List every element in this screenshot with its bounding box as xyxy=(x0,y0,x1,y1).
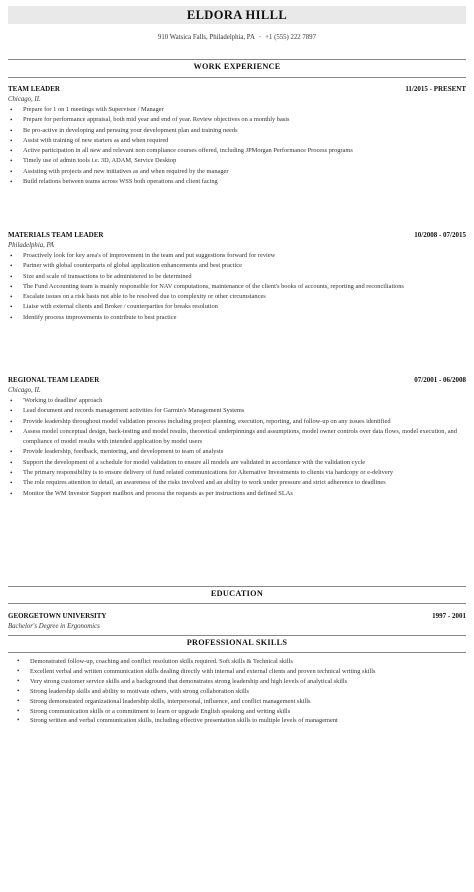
section-title-skills: PROFESSIONAL SKILLS xyxy=(186,638,288,647)
job-bullets xyxy=(8,396,466,499)
bullet-item: • Assisting with projects and new initiatives as and when required by the manager xyxy=(8,167,466,177)
job-dates: 10/2008 - 07/2015 xyxy=(414,231,466,239)
bullet-item: • Liaise with external clients and Broker / counterparties for breaks resolution xyxy=(8,302,466,312)
section-rule xyxy=(8,59,466,60)
bullet-item: • Provide leadership, feedback, mentoring, and development to team of analysts xyxy=(8,447,466,457)
section-rule xyxy=(8,77,466,78)
skills-list-container xyxy=(8,656,466,726)
job-bullets xyxy=(8,105,466,187)
section-title-experience: WORK EXPERIENCE xyxy=(193,62,281,71)
bullet-item: • Lead document and records management activities for Garmin's Management Systems xyxy=(8,406,466,416)
section-rule xyxy=(8,603,466,604)
skill-item: • Strong leadership skills and ability to motivate others, with strong collaboration skills xyxy=(8,687,466,697)
bullet-item: • Prepare for performance appraisal, both mid year and end of year. Review objectives on a monthly basis xyxy=(8,115,466,125)
bullet-item: • Timely use of admin tools i.e. 3D, ADAM, Service Desktop xyxy=(8,156,466,166)
job-title: REGIONAL TEAM LEADER xyxy=(8,376,100,384)
bullet-item: • Identify process improvements to contribute to best practice xyxy=(8,313,466,323)
job-header xyxy=(8,231,466,241)
bullet-item: • Prepare for 1 on 1 meetings with Supervisor / Manager xyxy=(8,105,466,115)
degree: Bachelor's Degree in Ergonomics xyxy=(8,623,100,630)
job-location: Chicago, IL xyxy=(8,387,41,394)
job-location: Chicago, IL xyxy=(8,96,41,103)
section-rule xyxy=(8,635,466,636)
skill-item: • Strong demonstrated organizational leadership skills, interpersonal, influence, and conflict management skills xyxy=(8,697,466,707)
bullet-item: • The Fund Accounting team is mainly responsible for NAV computations, maintenance of the client's books of accounts, reporting and reconciliations xyxy=(8,282,466,292)
school-name: GEORGETOWN UNIVERSITY xyxy=(8,612,107,620)
bullet-item: • Provide leadership throughout model validation process including project planning, execution, reporting, and follow-up on any issues identified xyxy=(8,417,466,427)
section-rule xyxy=(8,586,466,587)
job-entry xyxy=(8,85,466,187)
job-entry xyxy=(8,231,466,323)
bullet-item: • Proactively look for key area's of improvement in the team and put suggestions forward for review xyxy=(8,251,466,261)
contact-address: 910 Watsica Falls, Philadelphia, PA xyxy=(158,34,255,41)
job-bullets xyxy=(8,251,466,323)
skills-list xyxy=(8,657,466,726)
contact-phone: +1 (555) 222 7897 xyxy=(265,34,316,41)
bullet-item: • The primary responsibility is to ensure delivery of fund related communications for Alternative Investments to clients via hardcopy or e-delivery xyxy=(8,468,466,478)
contact-line xyxy=(8,34,466,41)
skill-item: • Very strong customer service skills and a background that demonstrates strong leadership and high levels of analytical skills xyxy=(8,677,466,687)
job-dates: 07/2001 - 06/2008 xyxy=(414,376,466,384)
bullet-item: • Assess model conceptual design, back-testing and model results, theoretical underpinnings and assumptions, model owner controls over data flows, model execution, and compliance of model results with intended application by model users xyxy=(8,427,466,448)
candidate-name: ELDORA HILLL xyxy=(8,6,466,24)
contact-separator: · xyxy=(258,34,262,41)
skill-item: • Excellent verbal and written communication skills dealing directly with internal and external clients and proven technical writing skills xyxy=(8,667,466,677)
skill-item: • Demonstrated follow-up, coaching and conflict resolution skills required. Soft skills & Technical skills xyxy=(8,657,466,667)
job-location: Philadelphia, PA xyxy=(8,242,54,249)
bullet-item: • Partner with global counterparts of global application enhancements and best practice xyxy=(8,261,466,271)
bullet-item: • Monitor the WM Investor Support mailbox and process the requests as per instructions and defined SLAs xyxy=(8,489,466,499)
education-header xyxy=(8,612,466,622)
bullet-item: • Build relations between teams across WSS both operations and client facing xyxy=(8,177,466,187)
skill-item: • Strong written and verbal communication skills, including effective presentation skills to multiple levels of management xyxy=(8,716,466,726)
job-entry xyxy=(8,376,466,499)
section-title-education: EDUCATION xyxy=(210,589,264,598)
bullet-item: • Be pro-active in developing and persuing your development plan and training needs xyxy=(8,126,466,136)
bullet-item: • The role requires attention to detail, an awareness of the risks involved and an ability to work under pressure and strict adherence to deadlines xyxy=(8,478,466,488)
job-header xyxy=(8,376,466,386)
skill-item: • Strong communication skills or a commitment to learn or upgrade English speaking and writing skills xyxy=(8,707,466,717)
education-entry xyxy=(8,612,466,631)
bullet-item: • Escalate issues on a risk basis not able to be resolved due to complexity or other circumstances xyxy=(8,292,466,302)
bullet-item: • Active participation in all new and relevant non compliance courses offered, including JPMorgan Performance Process programs xyxy=(8,146,466,156)
job-title: MATERIALS TEAM LEADER xyxy=(8,231,104,239)
bullet-item: • Assist with training of new starters as and when required xyxy=(8,136,466,146)
education-dates: 1997 - 2001 xyxy=(432,612,466,620)
job-header xyxy=(8,85,466,95)
job-dates: 11/2015 - PRESENT xyxy=(405,85,466,93)
job-title: TEAM LEADER xyxy=(8,85,60,93)
bullet-item: • Size and scale of transactions to be administered to be determined xyxy=(8,272,466,282)
bullet-item: • 'Working to deadline' approach xyxy=(8,396,466,406)
bullet-item: • Support the development of a schedule for model validation to ensure all models are validated in accordance with the validation cycle xyxy=(8,458,466,468)
section-rule xyxy=(8,652,466,653)
